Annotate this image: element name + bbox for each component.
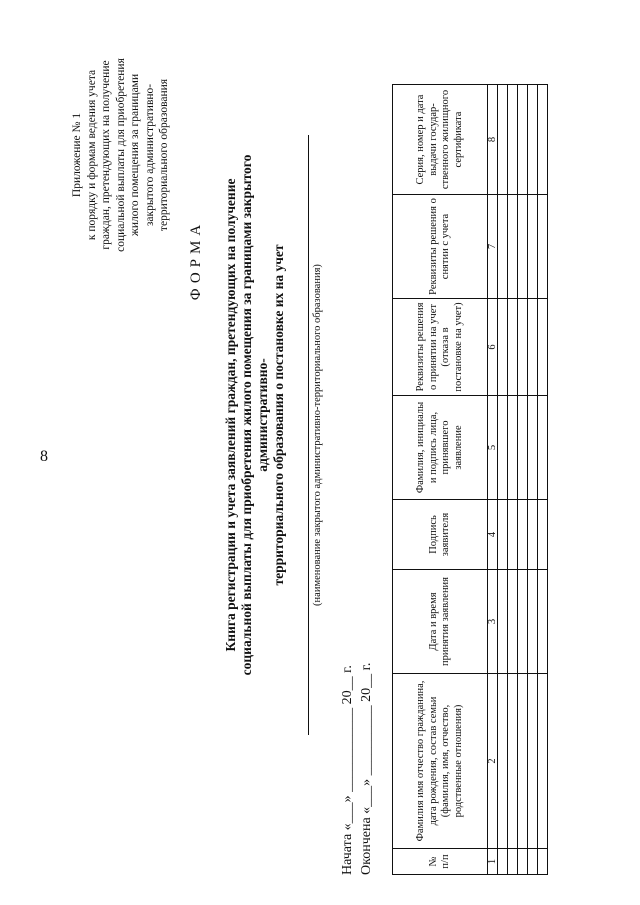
table-row	[518, 85, 528, 875]
table-cell	[528, 674, 538, 849]
table-header-row	[393, 85, 488, 875]
header-accepted-datetime: Дата и время принятия заявления	[393, 570, 488, 674]
table-cell	[508, 195, 518, 299]
appendix-note	[70, 45, 172, 265]
table-row	[528, 85, 538, 875]
appendix-line: к порядку и формам ведения учета	[85, 69, 98, 241]
book-title	[223, 130, 287, 700]
table-cell	[528, 195, 538, 299]
table-cell	[498, 85, 508, 195]
table-cell	[518, 195, 528, 299]
book-dates	[338, 663, 376, 875]
table-cell	[508, 500, 518, 570]
column-number: 5	[488, 396, 498, 500]
table-cell	[518, 299, 528, 396]
table-cell	[538, 299, 548, 396]
header-number: № п/п	[393, 849, 488, 875]
registration-table	[392, 84, 548, 875]
table-cell	[528, 849, 538, 875]
table-row	[538, 85, 548, 875]
title-line: Книга регистрации и учета заявлений граждан, претендующих на получение	[223, 178, 238, 652]
table-cell	[538, 85, 548, 195]
header-certificate: Серия, номер и дата выдачи государ-ственного жилищного сертификата	[393, 85, 488, 195]
table-cell	[498, 195, 508, 299]
table-cell	[508, 299, 518, 396]
header-applicant-signature: Подпись заявителя	[393, 500, 488, 570]
table-cell	[528, 396, 538, 500]
table-cell	[538, 500, 548, 570]
title-line: социальной выплаты для приобретения жилого помещения за границами закрытого административно-	[239, 154, 270, 676]
table-cell	[538, 849, 548, 875]
appendix-line: закрытого административно-	[143, 83, 156, 227]
table-cell	[498, 396, 508, 500]
column-number-row	[488, 85, 498, 875]
appendix-line: территориального образования	[158, 78, 170, 232]
column-number: 1	[488, 849, 498, 875]
table-cell	[518, 500, 528, 570]
table-row	[498, 85, 508, 875]
form-label: ФОРМА	[188, 219, 204, 301]
title-line: территориального образования о постановке их на учет	[271, 244, 286, 586]
column-number: 4	[488, 500, 498, 570]
table-cell	[498, 570, 508, 674]
column-number: 7	[488, 195, 498, 299]
column-number: 6	[488, 299, 498, 396]
table-cell	[538, 195, 548, 299]
appendix-line: граждан, претендующих на получение	[100, 60, 112, 250]
ended-date: Окончена «___» __________ 20__ г.	[359, 662, 374, 875]
column-number: 8	[488, 85, 498, 195]
appendix-line: жилого помещения за границами	[129, 73, 141, 237]
table-cell	[538, 674, 548, 849]
header-receiver: Фамилия, инициалы и подпись лица, принявшего заявление	[393, 396, 488, 500]
table-cell	[498, 674, 508, 849]
appendix-title: Приложение № 1	[71, 112, 83, 198]
table-cell	[518, 849, 528, 875]
table-cell	[528, 85, 538, 195]
table-cell	[518, 570, 528, 674]
table-cell	[528, 500, 538, 570]
table-cell	[538, 570, 548, 674]
header-removal-decision: Реквизиты решения о снятии с учета	[393, 195, 488, 299]
municipality-name-line	[308, 135, 309, 735]
column-number: 3	[488, 570, 498, 674]
table-cell	[508, 85, 518, 195]
header-applicant: Фамилия имя отчество гражданина, дата рождения, состав семьи (фамилия, имя, отчество, родственные отношения)	[393, 674, 488, 849]
table-cell	[498, 849, 508, 875]
table-cell	[518, 674, 528, 849]
header-registration-decision: Реквизиты решения о принятии на учет (отказа в постановке на учет)	[393, 299, 488, 396]
started-date: Начата «___» ____________ 20__ г.	[340, 665, 355, 875]
table-cell	[538, 396, 548, 500]
municipality-caption: (наименование закрытого административно-территориального образования)	[312, 264, 323, 606]
table-cell	[528, 570, 538, 674]
column-number: 2	[488, 674, 498, 849]
appendix-line: социальной выплаты для приобретения	[114, 58, 127, 252]
page-number: 8	[40, 448, 48, 465]
table-cell	[508, 570, 518, 674]
table-row	[508, 85, 518, 875]
table-cell	[518, 396, 528, 500]
table-cell	[508, 674, 518, 849]
table-cell	[498, 500, 508, 570]
table-cell	[498, 299, 508, 396]
table-cell	[518, 85, 528, 195]
table-cell	[508, 849, 518, 875]
table-cell	[528, 299, 538, 396]
table-cell	[508, 396, 518, 500]
